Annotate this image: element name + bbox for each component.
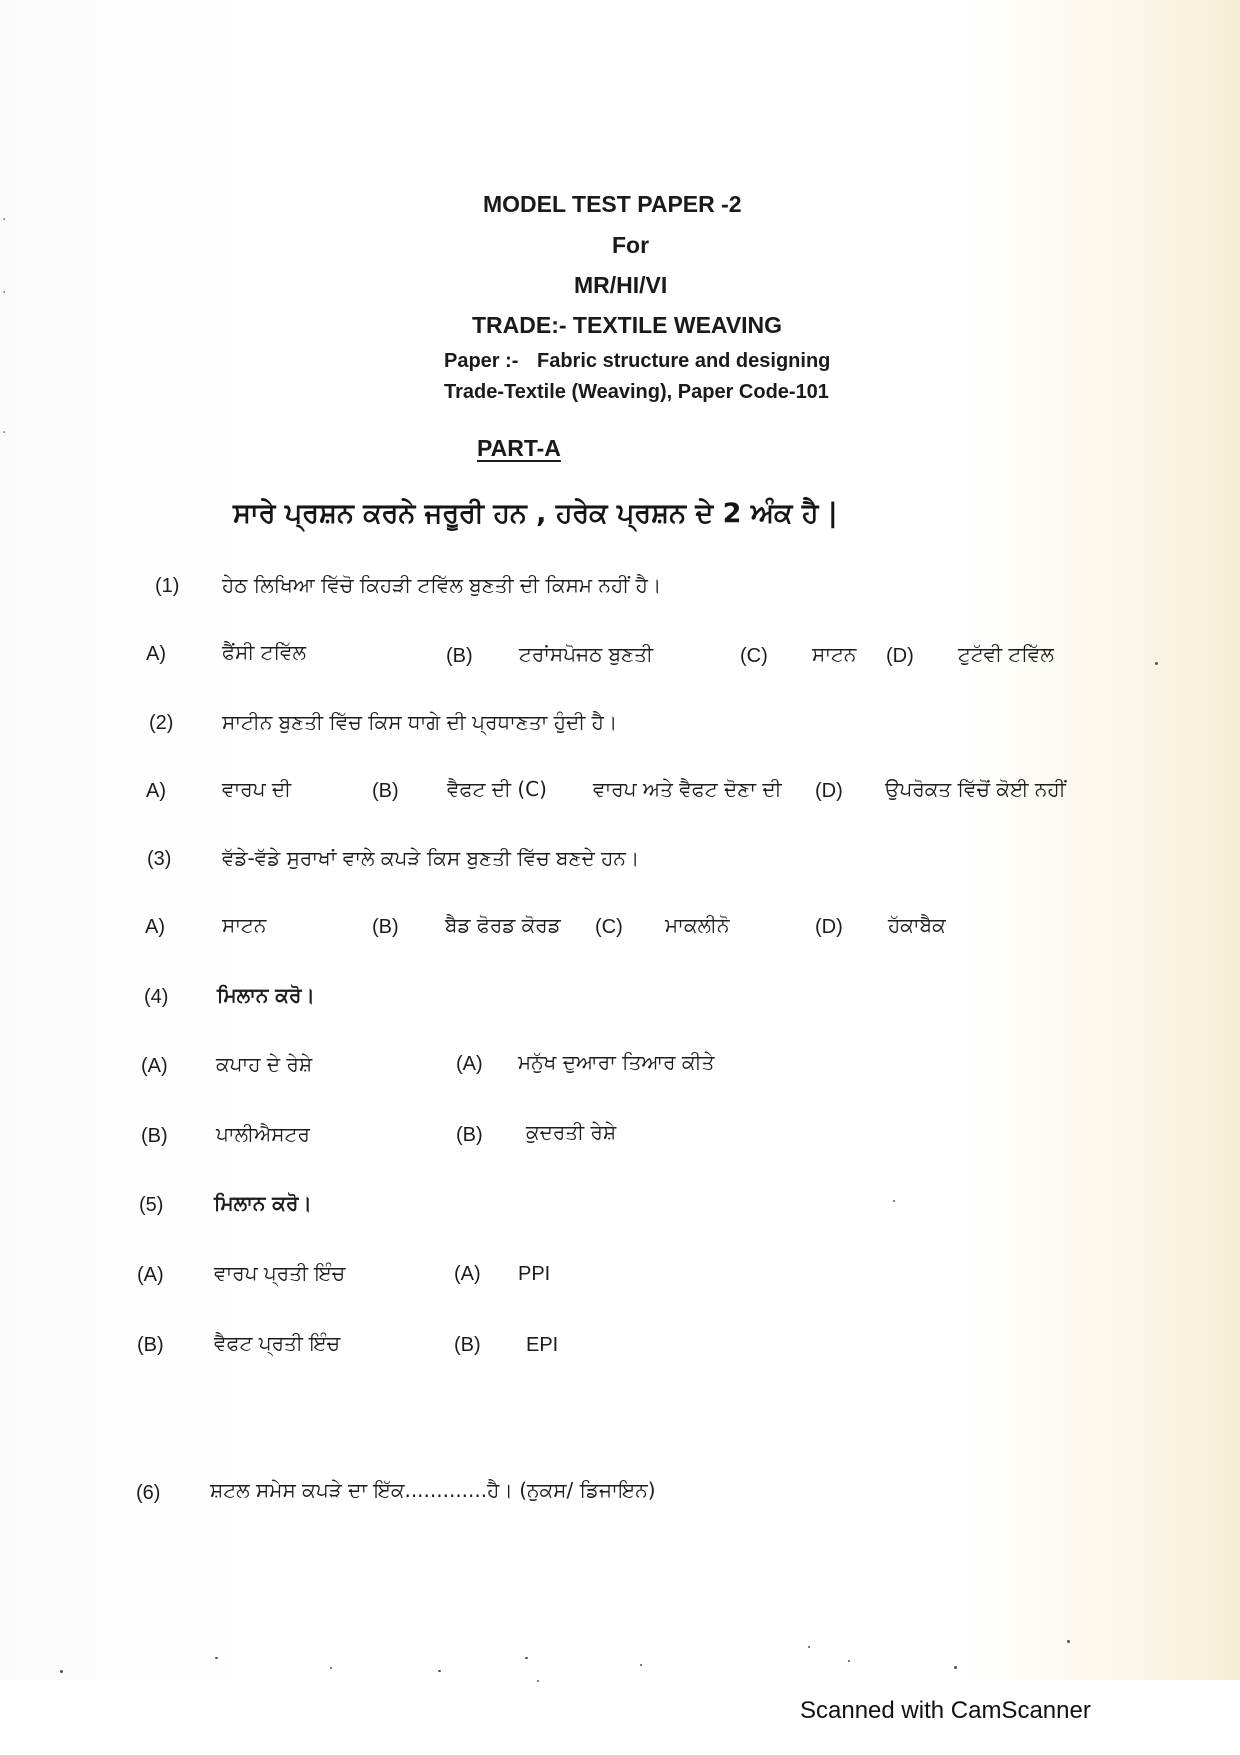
- question-number: (4): [144, 986, 169, 1008]
- scan-speck: [438, 1670, 441, 1672]
- option-label: (C): [740, 645, 768, 667]
- option-label: (D): [815, 780, 843, 802]
- question-text: ਮਿਲਾਨ ਕਰੋ।: [217, 983, 315, 1007]
- scan-speck: [893, 1200, 895, 1202]
- scan-speck: [215, 1657, 218, 1659]
- match-right-text: ਕੁਦਰਤੀ ਰੇਸ਼ੇ: [526, 1120, 617, 1144]
- option-text: ਵਾਰਪ ਦੀ: [222, 777, 292, 801]
- option-text: ਸਾਟਨ: [812, 642, 857, 666]
- option-text: ਉਪਰੋਕਤ ਵਿੱਚੋਂ ਕੋਈ ਨਹੀਂ: [885, 777, 1066, 801]
- option-text: ਹੱਕਾਬੈਕ: [888, 913, 946, 937]
- question-text: ਹੇਠ ਲਿਖਿਆ ਵਿੱਚੋ ਕਿਹੜੀ ਟਵਿੱਲ ਬੁਣਤੀ ਦੀ ਕਿਸਮ ਨਹੀਂ ਹੈ।: [222, 573, 662, 597]
- match-left-text: ਵੈਫਟ ਪ੍ਰਤੀ ਇੰਚ: [214, 1331, 341, 1355]
- match-right-text: ਮਨੁੱਖ ਦੁਆਰਾ ਤਿਆਰ ਕੀਤੇ: [518, 1050, 715, 1074]
- match-right-label: (A): [456, 1053, 483, 1075]
- match-right-label: (B): [454, 1334, 481, 1356]
- question-number: (5): [139, 1194, 164, 1216]
- question-text: ਸ਼ਟਲ ਸਮੇਸ ਕਪੜੇ ਦਾ ਇੱਕ.............ਹੈ। (ਨੁਕਸ/ ਡਿਜਾਇਨ): [210, 1478, 656, 1502]
- camscanner-watermark: Scanned with CamScanner: [800, 1697, 1091, 1724]
- option-text: ਵੈਫਟ ਦੀ (C): [447, 777, 547, 801]
- match-right-label: (A): [454, 1263, 481, 1285]
- paper-title: MODEL TEST PAPER -2: [483, 191, 742, 217]
- match-left-label: (B): [137, 1334, 164, 1356]
- match-right-text: EPI: [526, 1334, 559, 1356]
- question-number: (3): [147, 848, 172, 870]
- trade-line: TRADE:- TEXTILE WEAVING: [472, 312, 783, 338]
- paper-code-line: Trade-Textile (Weaving), Paper Code-101: [444, 381, 829, 403]
- scan-speck: [1067, 1640, 1070, 1643]
- question-text: ਵੱਡੇ-ਵੱਡੇ ਸੁਰਾਖਾਂ ਵਾਲੇ ਕਪੜੇ ਕਿਸ ਬੁਣਤੀ ਵਿੱਚ ਬਣਦੇ ਹਨ।: [222, 846, 640, 870]
- scan-speck: [330, 1667, 332, 1669]
- match-left-label: (A): [137, 1264, 164, 1286]
- question-number: (6): [136, 1482, 161, 1504]
- option-text: ਵਾਰਪ ਅਤੇ ਵੈਫਟ ਦੋਣਾ ਦੀ: [593, 777, 782, 801]
- option-label: (C): [595, 916, 623, 938]
- scan-speck: [640, 1664, 642, 1666]
- question-text: ਸਾਟੀਨ ਬੁਣਤੀ ਵਿੱਚ ਕਿਸ ਧਾਗੇ ਦੀ ਪ੍ਰਧਾਣਤਾ ਹੁੰਦੀ ਹੈ।: [222, 710, 618, 734]
- margin-mark: ·: [2, 212, 7, 228]
- option-label: A): [145, 916, 165, 938]
- option-label: A): [146, 780, 166, 802]
- scan-speck: [537, 1680, 539, 1682]
- option-label: (B): [372, 916, 399, 938]
- instruction-line: ਸਾਰੇ ਪ੍ਰਸ਼ਨ ਕਰਨੇ ਜਰੂਰੀ ਹਨ , ਹਰੇਕ ਪ੍ਰਸ਼ਨ ਦੇ 2 ਅੰਕ ਹੈ |: [233, 498, 838, 529]
- match-left-text: ਕਪਾਹ ਦੇ ਰੇਸ਼ੇ: [216, 1052, 313, 1076]
- option-label: (D): [815, 916, 843, 938]
- option-label: (B): [372, 780, 399, 802]
- scan-speck: [60, 1670, 63, 1673]
- option-text: ਟੁਟੱਵੀ ਟਵਿੱਲ: [958, 642, 1054, 666]
- margin-mark: ·: [2, 425, 7, 441]
- scan-speck: [1155, 662, 1158, 665]
- paper-name: Fabric structure and designing: [537, 350, 831, 372]
- option-label: (B): [446, 645, 473, 667]
- question-text: ਮਿਲਾਨ ਕਰੋ।: [214, 1191, 312, 1215]
- match-left-text: ਵਾਰਪ ਪ੍ਰਤੀ ਇੰਚ: [214, 1261, 346, 1285]
- match-left-text: ਪਾਲੀਐਸਟਰ: [216, 1122, 310, 1146]
- option-label: (D): [886, 645, 914, 667]
- question-number: (2): [149, 712, 174, 734]
- scan-speck: [525, 1657, 528, 1659]
- margin-mark: ·: [2, 285, 7, 301]
- option-text: ਮਾਕਲੀਨੋ: [665, 913, 730, 937]
- scan-speck: [954, 1666, 957, 1669]
- match-right-text: PPI: [518, 1263, 551, 1285]
- match-left-label: (B): [141, 1125, 168, 1147]
- class-line: MR/HI/VI: [574, 272, 668, 298]
- question-number: (1): [155, 575, 180, 597]
- scan-speck: [848, 1660, 850, 1662]
- option-text: ਫੈਂਸੀ ਟਵਿੱਲ: [222, 640, 307, 664]
- part-heading: PART-A: [477, 435, 561, 461]
- match-right-label: (B): [456, 1124, 483, 1146]
- match-left-label: (A): [141, 1055, 168, 1077]
- option-text: ਬੈਡ ਫੋਰਡ ਕੋਰਡ: [445, 913, 561, 937]
- paper-label: Paper :-: [444, 350, 519, 372]
- option-text: ਸਾਟਨ: [222, 913, 267, 937]
- scan-speck: [808, 1646, 810, 1648]
- option-label: A): [146, 643, 166, 665]
- for-label: For: [612, 232, 650, 258]
- option-text: ਟਰਾਂਸਪੋਜਠ ਬੁਣਤੀ: [519, 642, 653, 666]
